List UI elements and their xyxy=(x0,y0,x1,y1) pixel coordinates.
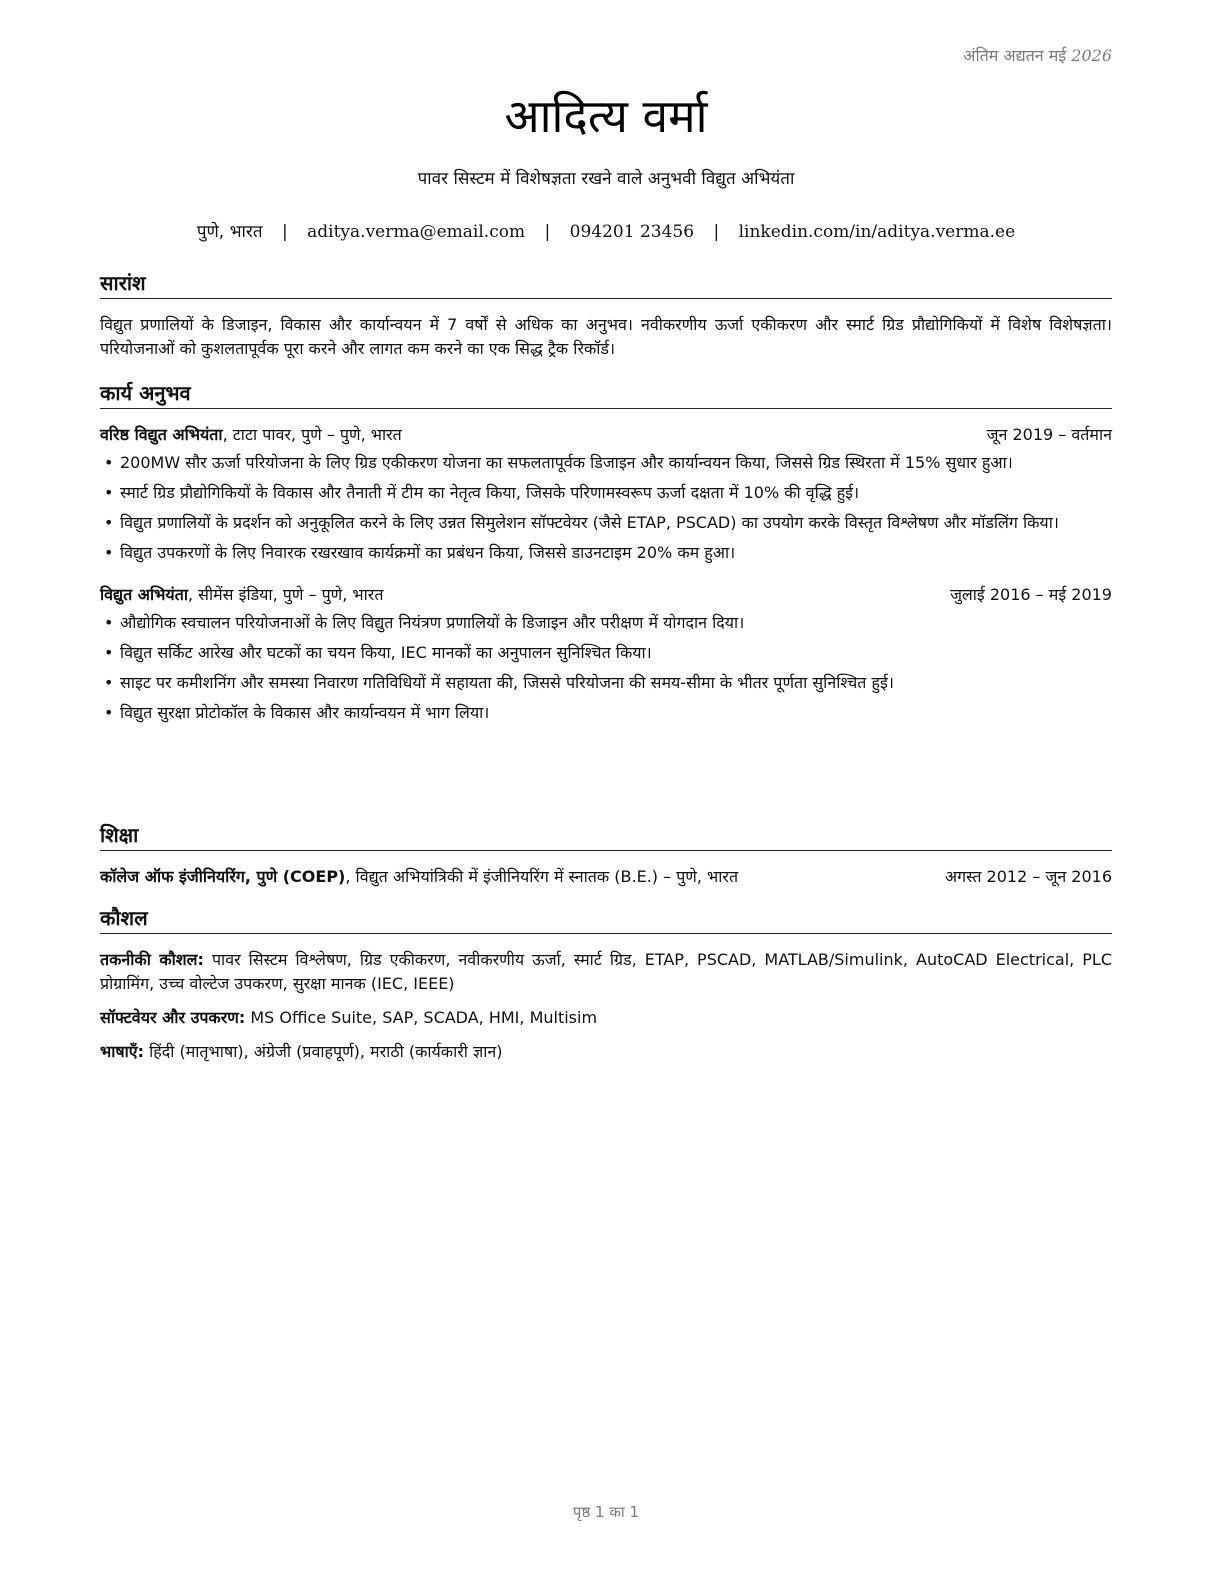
bullet-dot-icon: • xyxy=(104,703,114,722)
page-number: पृष्ठ 1 का 1 xyxy=(572,1503,640,1521)
contact-linkedin[interactable]: linkedin.com/in/aditya.verma.ee xyxy=(738,222,1016,242)
job-company: , टाटा पावर, पुणे – पुणे, भारत xyxy=(222,425,402,444)
education-line xyxy=(100,865,738,889)
skill-value: MS Office Suite, SAP, SCADA, HMI, Multisim xyxy=(245,1008,598,1027)
contact-phone[interactable]: 094201 23456 xyxy=(569,222,695,242)
job-bullets xyxy=(100,451,1112,565)
job-entry xyxy=(100,423,1112,565)
summary-text: विद्युत प्रणालियों के डिजाइन, विकास और कार्यान्वयन में 7 वर्षों से अधिक का अनुभव। नवीकरणीय ऊर्जा एकीकरण और स्मार्ट ग्रिड प्रौद्योगिकियों में विशेष विशेषज्ञता। परियोजनाओं को कुशलतापूर्वक पूरा करने और लागत कम करने का एक सिद्ध ट्रैक रिकॉर्ड। xyxy=(100,315,1112,358)
last-updated-year: 2026 xyxy=(1071,46,1112,65)
skills-languages xyxy=(100,1040,1112,1064)
summary-section xyxy=(100,270,1112,361)
bullet-item xyxy=(100,671,1112,695)
education-section xyxy=(100,822,1112,889)
bullet-text: स्मार्ट ग्रिड प्रौद्योगिकियों के विकास और तैनाती में टीम का नेतृत्व किया, जिसके परिणामस्वरूप ऊर्जा दक्षता में 10% की वृद्धि हुई। xyxy=(120,483,860,502)
candidate-tagline: पावर सिस्टम में विशेषज्ञता रखने वाले अनुभवी विद्युत अभियंता xyxy=(417,169,795,189)
candidate-name: आदित्य वर्मा xyxy=(504,89,708,143)
job-role: वरिष्ठ विद्युत अभियंता xyxy=(100,425,223,444)
bullet-dot-icon: • xyxy=(104,513,114,532)
contact-separator: | xyxy=(282,222,288,242)
bullet-item xyxy=(100,641,1112,665)
skill-label: तकनीकी कौशल: xyxy=(100,950,204,969)
bullet-item xyxy=(100,541,1112,565)
job-title-line xyxy=(100,583,383,607)
bullet-item xyxy=(100,481,1112,505)
bullet-dot-icon: • xyxy=(104,453,114,472)
skills-software xyxy=(100,1006,1112,1030)
last-updated xyxy=(963,44,1112,66)
skill-label: भाषाएँ: xyxy=(100,1042,145,1061)
education-degree: , विद्युत अभियांत्रिकी में इंजीनियरिंग में स्नातक (B.E.) – पुणे, भारत xyxy=(345,867,739,886)
skill-value: हिंदी (मातृभाषा), अंग्रेजी (प्रवाहपूर्ण), मराठी (कार्यकारी ज्ञान) xyxy=(144,1042,503,1061)
bullet-dot-icon: • xyxy=(104,483,114,502)
bullet-item xyxy=(100,511,1112,535)
job-entry xyxy=(100,583,1112,725)
bullet-text: औद्योगिक स्वचालन परियोजनाओं के लिए विद्युत नियंत्रण प्रणालियों के डिजाइन और परीक्षण में योगदान दिया। xyxy=(120,613,745,632)
bullet-dot-icon: • xyxy=(104,613,114,632)
bullet-text: विद्युत प्रणालियों के प्रदर्शन को अनुकूलित करने के लिए उन्नत सिमुलेशन सॉफ्टवेयर (जैसे ETAP, PSCAD) का उपयोग करके विस्तृत विश्लेषण और मॉडलिंग किया। xyxy=(120,513,1059,532)
contact-separator: | xyxy=(544,222,551,242)
skill-value: पावर सिस्टम विश्लेषण, ग्रिड एकीकरण, नवीकरणीय ऊर्जा, स्मार्ट ग्रिड, ETAP, PSCAD, MATLAB/Simulink, AutoCAD Electrical, PLC प्रोग्रामिंग, उच्च वोल्टेज उपकरण, सुरक्षा मानक (IEC, IEEE) xyxy=(100,950,1112,993)
job-title-line xyxy=(100,423,402,447)
job-dates: जून 2019 – वर्तमान xyxy=(986,425,1112,444)
skills-technical xyxy=(100,948,1112,996)
job-company: , सीमेंस इंडिया, पुणे – पुणे, भारत xyxy=(187,585,384,604)
job-bullets xyxy=(100,611,1112,725)
bullet-text: 200MW सौर ऊर्जा परियोजना के लिए ग्रिड एकीकरण योजना का सफलतापूर्वक डिजाइन और कार्यान्वयन किया, जिससे ग्रिड स्थिरता में 15% सुधार हुआ। xyxy=(120,453,1013,472)
contact-separator: | xyxy=(713,222,720,242)
bullet-dot-icon: • xyxy=(104,673,114,692)
education-title: शिक्षा xyxy=(100,822,1112,851)
job-dates: जुलाई 2016 – मई 2019 xyxy=(950,585,1112,604)
summary-title: सारांश xyxy=(100,270,1112,299)
job-role: विद्युत अभियंता xyxy=(100,585,188,604)
job-header xyxy=(100,583,1112,607)
contact-email[interactable]: aditya.verma@email.com xyxy=(307,222,526,242)
education-institution: कॉलेज ऑफ इंजीनियरिंग, पुणे (COEP) xyxy=(100,867,346,886)
bullet-item xyxy=(100,611,1112,635)
experience-section xyxy=(100,380,1112,731)
bullet-text: विद्युत उपकरणों के लिए निवारक रखरखाव कार्यक्रमों का प्रबंधन किया, जिससे डाउनटाइम 20% कम हुआ। xyxy=(120,543,736,562)
skills-title: कौशल xyxy=(100,905,1112,934)
bullet-text: विद्युत सर्किट आरेख और घटकों का चयन किया, IEC मानकों का अनुपालन सुनिश्चित किया। xyxy=(120,643,652,662)
bullet-item xyxy=(100,701,1112,725)
last-updated-label: अंतिम अद्यतन मई xyxy=(963,46,1067,65)
contact-line xyxy=(100,219,1112,242)
experience-title: कार्य अनुभव xyxy=(100,380,1112,409)
contact-location: पुणे, भारत xyxy=(196,222,263,242)
bullet-dot-icon: • xyxy=(104,543,114,562)
education-entry xyxy=(100,865,1112,889)
bullet-dot-icon: • xyxy=(104,643,114,662)
job-header xyxy=(100,423,1112,447)
bullet-text: साइट पर कमीशनिंग और समस्या निवारण गतिविधियों में सहायता की, जिससे परियोजना की समय-सीमा के भीतर पूर्णता सुनिश्चित हुई। xyxy=(120,673,894,692)
skill-label: सॉफ्टवेयर और उपकरण: xyxy=(100,1008,246,1027)
skills-section xyxy=(100,905,1112,1064)
education-dates: अगस्त 2012 – जून 2016 xyxy=(944,867,1112,886)
resume-page xyxy=(100,0,1112,1584)
bullet-item xyxy=(100,451,1112,475)
bullet-text: विद्युत सुरक्षा प्रोटोकॉल के विकास और कार्यान्वयन में भाग लिया। xyxy=(120,703,490,722)
